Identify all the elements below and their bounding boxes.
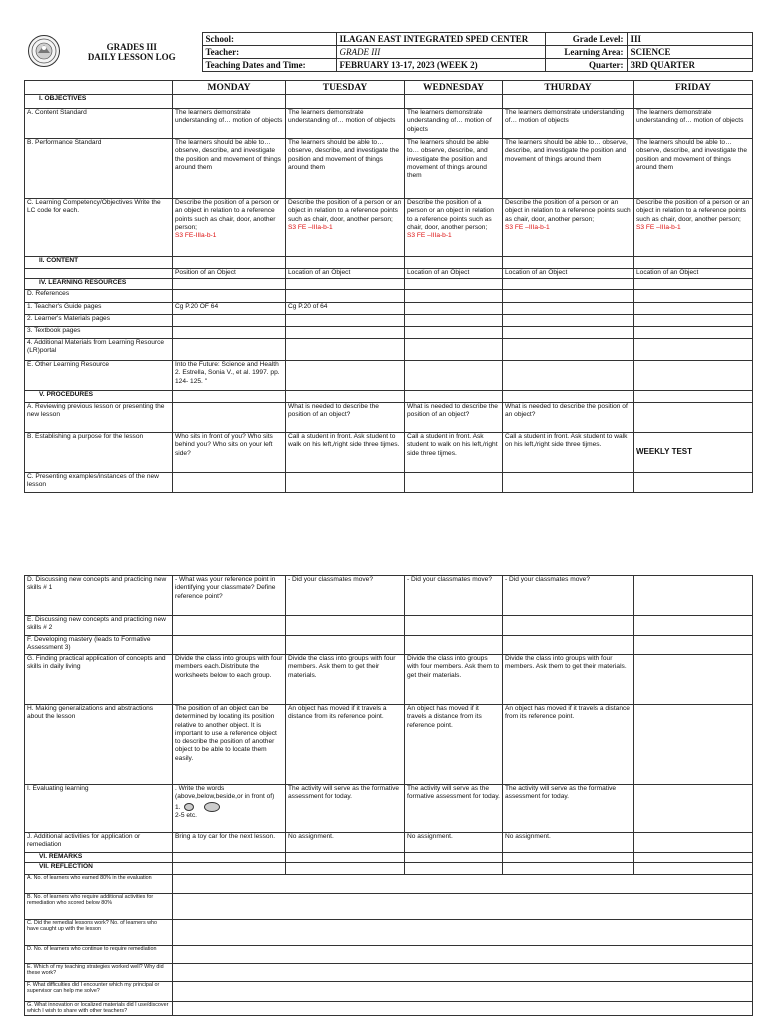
cell-text: Divide the class into groups with four members. Ask them to get their materials. bbox=[505, 655, 627, 671]
grade-level-value: III bbox=[627, 33, 752, 46]
day-cell bbox=[503, 257, 634, 269]
day-cell bbox=[286, 833, 405, 853]
table-row bbox=[25, 269, 753, 279]
row-label: V. PROCEDURES bbox=[25, 391, 173, 403]
day-cell bbox=[503, 95, 634, 109]
day-cell bbox=[503, 139, 634, 199]
day-cell bbox=[286, 391, 405, 403]
cell-text: No assignment. bbox=[288, 833, 334, 840]
section-row bbox=[25, 257, 753, 269]
cell-text: Call a student in front. Ask student to walk on his left,/right side three tijmes. bbox=[505, 433, 628, 449]
day-cell bbox=[405, 361, 503, 391]
row-label: J. Additional activities for application or remediation bbox=[25, 833, 173, 853]
table-row bbox=[25, 833, 753, 853]
day-cell bbox=[173, 785, 286, 833]
day-cell bbox=[503, 833, 634, 853]
large-oval-icon bbox=[204, 802, 220, 812]
cell-text: The learners should be able to… observe, describe, and investigate the position and movement of things around them bbox=[288, 139, 400, 171]
reflection-label: E. Which of my teaching strategies worked well? Why did these work? bbox=[25, 964, 173, 982]
day-cell bbox=[634, 391, 753, 403]
cell-text: Location of an Object bbox=[288, 269, 351, 276]
cell-text: Who sits in front of you? Who sits behind you? Who sits on your left side? bbox=[175, 433, 273, 457]
reflection-row bbox=[25, 894, 753, 920]
reflection-answer bbox=[173, 982, 753, 1002]
title-line1: GRADES III bbox=[106, 41, 157, 52]
school-value: ILAGAN EAST INTEGRATED SPED CENTER bbox=[336, 33, 545, 46]
reflection-row bbox=[25, 982, 753, 1002]
cell-text: Describe the position of a person or an object in relation to a reference points such as chair, door, another person; bbox=[636, 199, 750, 223]
day-cell bbox=[503, 391, 634, 403]
day-cell bbox=[405, 199, 503, 257]
day-cell bbox=[286, 361, 405, 391]
day-cell bbox=[405, 303, 503, 315]
table-row bbox=[25, 361, 753, 391]
row-label: B. Performance Standard bbox=[25, 139, 173, 199]
day-cell bbox=[503, 199, 634, 257]
day-cell bbox=[286, 139, 405, 199]
row-label: C. Learning Competency/Objectives Write the LC code for each. bbox=[25, 199, 173, 257]
day-cell bbox=[405, 339, 503, 361]
title-line2: DAILY LESSON LOG bbox=[87, 52, 176, 62]
day-cell bbox=[503, 473, 634, 493]
cell-text: An object has moved if it travels a distance from its reference point. bbox=[407, 705, 482, 729]
day-cell bbox=[503, 361, 634, 391]
cell-text: No assignment. bbox=[505, 833, 551, 840]
day-thursday: THURDAY bbox=[503, 81, 634, 95]
row-label bbox=[25, 269, 173, 279]
quarter-label: Quarter: bbox=[545, 59, 627, 72]
day-cell bbox=[634, 833, 753, 853]
day-cell bbox=[173, 361, 286, 391]
cell-text: Divide the class into groups with four members. Ask them to get their materials. bbox=[288, 655, 396, 679]
day-cell bbox=[405, 853, 503, 863]
row-label: 2. Learner's Materials pages bbox=[25, 315, 173, 327]
day-cell bbox=[173, 473, 286, 493]
learning-area-label: Learning Area: bbox=[545, 46, 627, 59]
day-cell bbox=[503, 576, 634, 616]
day-cell bbox=[405, 473, 503, 493]
day-cell bbox=[503, 433, 634, 473]
reflection-answer bbox=[173, 1002, 753, 1016]
day-cell bbox=[173, 315, 286, 327]
day-cell bbox=[173, 655, 286, 705]
row-label: 4. Additional Materials from Learning Resource (LR)portal bbox=[25, 339, 173, 361]
day-cell bbox=[286, 403, 405, 433]
day-monday: MONDAY bbox=[173, 81, 286, 95]
cell-text: The activity will serve as the formative assessment for today. bbox=[505, 785, 617, 801]
day-cell bbox=[173, 403, 286, 433]
row-label: F. Developing mastery (leads to Formative Assessment 3) bbox=[25, 636, 173, 655]
cell-text: The learners demonstrate understanding of… motion of objects bbox=[636, 109, 744, 125]
day-cell bbox=[405, 576, 503, 616]
day-cell bbox=[286, 636, 405, 655]
cell-text: Location of an Object bbox=[505, 269, 568, 276]
cell-text: Describe the position of a person or an object in relation to a reference points such as chair, door, another person; bbox=[505, 199, 631, 223]
day-cell bbox=[173, 853, 286, 863]
cell-text: The learners should be able to… observe, describe, and investigate the position and movement of things around them bbox=[636, 139, 748, 171]
day-cell bbox=[503, 636, 634, 655]
day-cell bbox=[405, 95, 503, 109]
section-row bbox=[25, 391, 753, 403]
day-cell bbox=[286, 433, 405, 473]
day-cell bbox=[634, 290, 753, 303]
day-cell bbox=[405, 290, 503, 303]
reflection-label: G. What innovation or localized materials did I use/discover which I wish to share with other teachers? bbox=[25, 1002, 173, 1016]
cell-text: - Did your classmates move? bbox=[288, 576, 374, 583]
cell-text: The learners should be able to… observe, describe, and investigate the position and movement of things around them bbox=[175, 139, 281, 171]
day-cell bbox=[286, 705, 405, 785]
dates-label: Teaching Dates and Time: bbox=[202, 59, 336, 72]
day-cell bbox=[405, 279, 503, 290]
table-row bbox=[25, 139, 753, 199]
teacher-value: GRADE III bbox=[336, 46, 545, 59]
cell-text: What is needed to describe the position of an object? bbox=[288, 403, 379, 419]
table-row bbox=[25, 785, 753, 833]
day-cell bbox=[634, 433, 753, 473]
table-row bbox=[25, 433, 753, 473]
day-cell bbox=[405, 327, 503, 339]
day-cell bbox=[173, 433, 286, 473]
eval-item-1 bbox=[175, 802, 283, 812]
day-cell bbox=[286, 327, 405, 339]
cell-text: Divide the class into groups with four members. Ask them to get their materials. bbox=[407, 655, 500, 679]
cell-text: . Write the words (above,below,beside,or in front of) bbox=[175, 785, 275, 801]
day-cell bbox=[173, 576, 286, 616]
day-cell bbox=[634, 199, 753, 257]
day-cell bbox=[634, 403, 753, 433]
seal-icon bbox=[27, 34, 61, 68]
day-cell bbox=[405, 863, 503, 875]
day-cell bbox=[405, 655, 503, 705]
day-cell bbox=[173, 199, 286, 257]
cell-text: - Did your classmates move? bbox=[505, 576, 591, 583]
reflection-row bbox=[25, 875, 753, 894]
day-cell bbox=[173, 327, 286, 339]
cell-text: The learners should be able to… observe, describe, and investigate the position and movement of things around them bbox=[407, 139, 489, 180]
day-cell bbox=[634, 257, 753, 269]
day-cell bbox=[286, 853, 405, 863]
cell-text: What is needed to describe the position of an object? bbox=[407, 403, 498, 419]
lc-code: S3 FE –IIIa-b-1 bbox=[407, 232, 452, 240]
row-label: A. Content Standard bbox=[25, 109, 173, 139]
day-cell bbox=[503, 290, 634, 303]
reflection-row bbox=[25, 920, 753, 946]
eval-item-rest: 2-5 etc. bbox=[175, 811, 197, 819]
row-label: E. Other Learning Resource bbox=[25, 361, 173, 391]
day-cell bbox=[634, 361, 753, 391]
reflection-label: F. What difficulties did I encounter which my principal or supervisor can help me solve? bbox=[25, 982, 173, 1002]
day-cell bbox=[503, 279, 634, 290]
cell-text: Describe the position of a person or an object in relation to a reference points such as chair, door, another person; bbox=[407, 199, 494, 231]
cell-text: Cg P.20 of 64 bbox=[288, 303, 328, 310]
section-row bbox=[25, 95, 753, 109]
day-cell bbox=[503, 303, 634, 315]
cell-text: The activity will serve as the formative assessment for today. bbox=[407, 785, 500, 801]
lesson-table-part1 bbox=[24, 80, 753, 493]
day-cell bbox=[405, 785, 503, 833]
lc-code: S3 FE –IIIa-b-1 bbox=[505, 223, 550, 231]
day-cell bbox=[503, 705, 634, 785]
teacher-label: Teacher: bbox=[202, 46, 336, 59]
cell-text: - What was your reference point in identifying your classmate? Define reference point? bbox=[175, 576, 276, 600]
day-cell bbox=[173, 95, 286, 109]
learning-area-value: SCIENCE bbox=[627, 46, 752, 59]
quarter-value: 3RD QUARTER bbox=[627, 59, 752, 72]
table-row bbox=[25, 616, 753, 636]
row-label: 1. Teacher's Guide pages bbox=[25, 303, 173, 315]
day-cell bbox=[503, 616, 634, 636]
day-cell bbox=[173, 290, 286, 303]
day-friday: FRIDAY bbox=[634, 81, 753, 95]
table-row bbox=[25, 199, 753, 257]
day-cell bbox=[503, 339, 634, 361]
day-cell bbox=[173, 863, 286, 875]
day-cell bbox=[634, 636, 753, 655]
day-cell bbox=[503, 863, 634, 875]
cell-text: Divide the class into groups with four members each.Distribute the worksheets below to each group. bbox=[175, 655, 283, 679]
reflection-answer bbox=[173, 964, 753, 982]
section-row bbox=[25, 279, 753, 290]
cell-text: The learners should be able to… observe, describe, and investigate the position and movement of things around them bbox=[505, 139, 628, 163]
cell-text: Call a student in front. Ask student to walk on his left,/right side three tijmes. bbox=[407, 433, 498, 457]
cell-text: An object has moved if it travels a distance from its reference point. bbox=[288, 705, 387, 721]
day-cell bbox=[286, 315, 405, 327]
day-cell bbox=[286, 290, 405, 303]
cell-text: Describe the position of a person or an object in relation to a reference points such as chair, door, another person; bbox=[288, 199, 402, 223]
cell-text: What is needed to describe the position of an object? bbox=[505, 403, 628, 419]
table-row bbox=[25, 576, 753, 616]
lc-code: S3 FE-IIIa-b-1 bbox=[175, 232, 217, 240]
day-cell bbox=[634, 339, 753, 361]
reflection-row bbox=[25, 1002, 753, 1016]
reflection-answer bbox=[173, 946, 753, 964]
day-cell bbox=[405, 833, 503, 853]
day-cell bbox=[634, 269, 753, 279]
day-cell bbox=[286, 863, 405, 875]
row-label: VI. REMARKS bbox=[25, 853, 173, 863]
day-cell bbox=[173, 139, 286, 199]
row-label: G. Finding practical application of concepts and skills in daily living bbox=[25, 655, 173, 705]
day-cell bbox=[634, 315, 753, 327]
day-cell bbox=[405, 391, 503, 403]
day-cell bbox=[634, 139, 753, 199]
table-row bbox=[25, 473, 753, 493]
day-cell bbox=[286, 199, 405, 257]
cell-text: Location of an Object bbox=[407, 269, 470, 276]
day-cell bbox=[405, 139, 503, 199]
cell-text: Call a student in front. Ask student to walk on his left,/right side three tijmes. bbox=[288, 433, 400, 449]
table-row bbox=[25, 315, 753, 327]
reflection-row bbox=[25, 946, 753, 964]
day-cell bbox=[286, 269, 405, 279]
day-cell bbox=[634, 863, 753, 875]
day-cell bbox=[503, 785, 634, 833]
day-header-blank bbox=[25, 81, 173, 95]
day-cell bbox=[286, 279, 405, 290]
dll-title bbox=[62, 33, 202, 72]
lc-code: S3 FE –IIIa-b-1 bbox=[288, 223, 333, 231]
reflection-label: D. No. of learners who continue to require remediation bbox=[25, 946, 173, 964]
cell-text: The learners demonstrate understanding of… motion of objects bbox=[407, 109, 492, 133]
day-cell bbox=[634, 705, 753, 785]
table-row bbox=[25, 655, 753, 705]
day-cell bbox=[286, 339, 405, 361]
day-cell bbox=[634, 853, 753, 863]
day-cell bbox=[634, 327, 753, 339]
day-cell bbox=[173, 636, 286, 655]
reflection-label: B. No. of learners who require additional activities for remediation who scored below 80% bbox=[25, 894, 173, 920]
cell-text: Describe the position of a person or an object in relation to a reference points such as chair, door, another person; bbox=[175, 199, 280, 231]
day-cell bbox=[286, 785, 405, 833]
reflection-label: A. No. of learners who earned 80% in the evaluation bbox=[25, 875, 173, 894]
cell-text: An object has moved if it travels a distance from its reference point. bbox=[505, 705, 630, 721]
day-cell bbox=[173, 616, 286, 636]
row-label: D. References bbox=[25, 290, 173, 303]
deped-seal-logo bbox=[24, 33, 62, 72]
cell-text: The learners demonstrate understanding of… motion of objects bbox=[175, 109, 283, 125]
table-row bbox=[25, 109, 753, 139]
grade-level-label: Grade Level: bbox=[545, 33, 627, 46]
lesson-table-part2 bbox=[24, 575, 753, 1016]
day-cell bbox=[286, 303, 405, 315]
row-label: D. Discussing new concepts and practicing new skills # 1 bbox=[25, 576, 173, 616]
day-cell bbox=[634, 473, 753, 493]
day-cell bbox=[405, 403, 503, 433]
reflection-answer bbox=[173, 894, 753, 920]
row-label: IV. LEARNING RESOURCES bbox=[25, 279, 173, 290]
day-cell bbox=[405, 315, 503, 327]
eval-item-number: 1. bbox=[175, 803, 181, 811]
day-wednesday: WEDNESDAY bbox=[405, 81, 503, 95]
lc-code: S3 FE –IIIa-b-1 bbox=[636, 223, 681, 231]
header-table bbox=[24, 32, 753, 72]
day-cell bbox=[405, 269, 503, 279]
day-cell bbox=[173, 109, 286, 139]
day-cell bbox=[405, 705, 503, 785]
day-cell bbox=[634, 785, 753, 833]
cell-text: The learners demonstrate understanding of… motion of objects bbox=[505, 109, 625, 125]
row-label: H. Making generalizations and abstractions about the lesson bbox=[25, 705, 173, 785]
row-label: I. OBJECTIVES bbox=[25, 95, 173, 109]
reflection-answer bbox=[173, 920, 753, 946]
day-cell bbox=[173, 279, 286, 290]
row-label: C. Presenting examples/instances of the new lesson bbox=[25, 473, 173, 493]
table-row bbox=[25, 327, 753, 339]
cell-text: WEEKLY TEST bbox=[636, 446, 693, 456]
day-cell bbox=[286, 576, 405, 616]
reflection-label: C. Did the remedial lessons work? No. of learners who have caught up with the lesson bbox=[25, 920, 173, 946]
row-label: 3. Textbook pages bbox=[25, 327, 173, 339]
cell-text: Location of an Object bbox=[636, 269, 699, 276]
cell-text: The activity will serve as the formative assessment for today. bbox=[288, 785, 400, 801]
day-cell bbox=[286, 109, 405, 139]
day-cell bbox=[405, 257, 503, 269]
table-row bbox=[25, 705, 753, 785]
day-tuesday: TUESDAY bbox=[286, 81, 405, 95]
small-oval-icon bbox=[184, 803, 194, 811]
day-cell bbox=[286, 473, 405, 493]
day-cell bbox=[173, 833, 286, 853]
day-cell bbox=[634, 303, 753, 315]
day-cell bbox=[634, 109, 753, 139]
day-cell bbox=[503, 853, 634, 863]
school-label: School: bbox=[202, 33, 336, 46]
day-cell bbox=[286, 616, 405, 636]
day-cell bbox=[634, 95, 753, 109]
day-cell bbox=[286, 95, 405, 109]
day-cell bbox=[405, 616, 503, 636]
day-header-row bbox=[25, 81, 753, 95]
row-label: A. Reviewing previous lesson or presenting the new lesson bbox=[25, 403, 173, 433]
cell-text: No assignment. bbox=[407, 833, 453, 840]
day-cell bbox=[634, 576, 753, 616]
row-label: VII. REFLECTION bbox=[25, 863, 173, 875]
reflection-row bbox=[25, 964, 753, 982]
day-cell bbox=[405, 636, 503, 655]
dates-value: FEBRUARY 13-17, 2023 (WEEK 2) bbox=[336, 59, 545, 72]
day-cell bbox=[405, 433, 503, 473]
day-cell bbox=[173, 257, 286, 269]
table-row bbox=[25, 636, 753, 655]
section-row bbox=[25, 853, 753, 863]
table-row bbox=[25, 303, 753, 315]
day-cell bbox=[503, 327, 634, 339]
day-cell bbox=[503, 403, 634, 433]
day-cell bbox=[286, 655, 405, 705]
reflection-answer bbox=[173, 875, 753, 894]
cell-text: Bring a toy car for the next lesson. bbox=[175, 833, 276, 840]
row-label: B. Establishing a purpose for the lesson bbox=[25, 433, 173, 473]
cell-text: Position of an Object bbox=[175, 269, 236, 276]
cell-text: Into the Future: Science and Health 2. Estrella, Sonia V., et al. 1997. pp. 124- 125. " bbox=[175, 361, 280, 385]
cell-text: - Did your classmates move? bbox=[407, 576, 493, 583]
day-cell bbox=[634, 279, 753, 290]
table-row bbox=[25, 403, 753, 433]
day-cell bbox=[503, 109, 634, 139]
table-row bbox=[25, 290, 753, 303]
day-cell bbox=[173, 705, 286, 785]
day-cell bbox=[173, 269, 286, 279]
day-cell bbox=[503, 655, 634, 705]
cell-text: The position of an object can be determined by locating its position relative to another object. It is important to use a reference object to describe the position of another object to be able to locate them easily. bbox=[175, 705, 277, 762]
cell-text: Cg P.20 OF 64 bbox=[175, 303, 219, 310]
cell-text: The learners demonstrate understanding of… motion of objects bbox=[288, 109, 396, 125]
day-cell bbox=[173, 391, 286, 403]
day-cell bbox=[503, 269, 634, 279]
day-cell bbox=[405, 109, 503, 139]
day-cell bbox=[286, 257, 405, 269]
day-cell bbox=[173, 339, 286, 361]
row-label: II. CONTENT bbox=[25, 257, 173, 269]
day-cell bbox=[173, 303, 286, 315]
day-cell bbox=[634, 655, 753, 705]
day-cell bbox=[634, 616, 753, 636]
row-label: E. Discussing new concepts and practicing new skills # 2 bbox=[25, 616, 173, 636]
row-label: I. Evaluating learning bbox=[25, 785, 173, 833]
section-row bbox=[25, 863, 753, 875]
table-row bbox=[25, 339, 753, 361]
day-cell bbox=[503, 315, 634, 327]
